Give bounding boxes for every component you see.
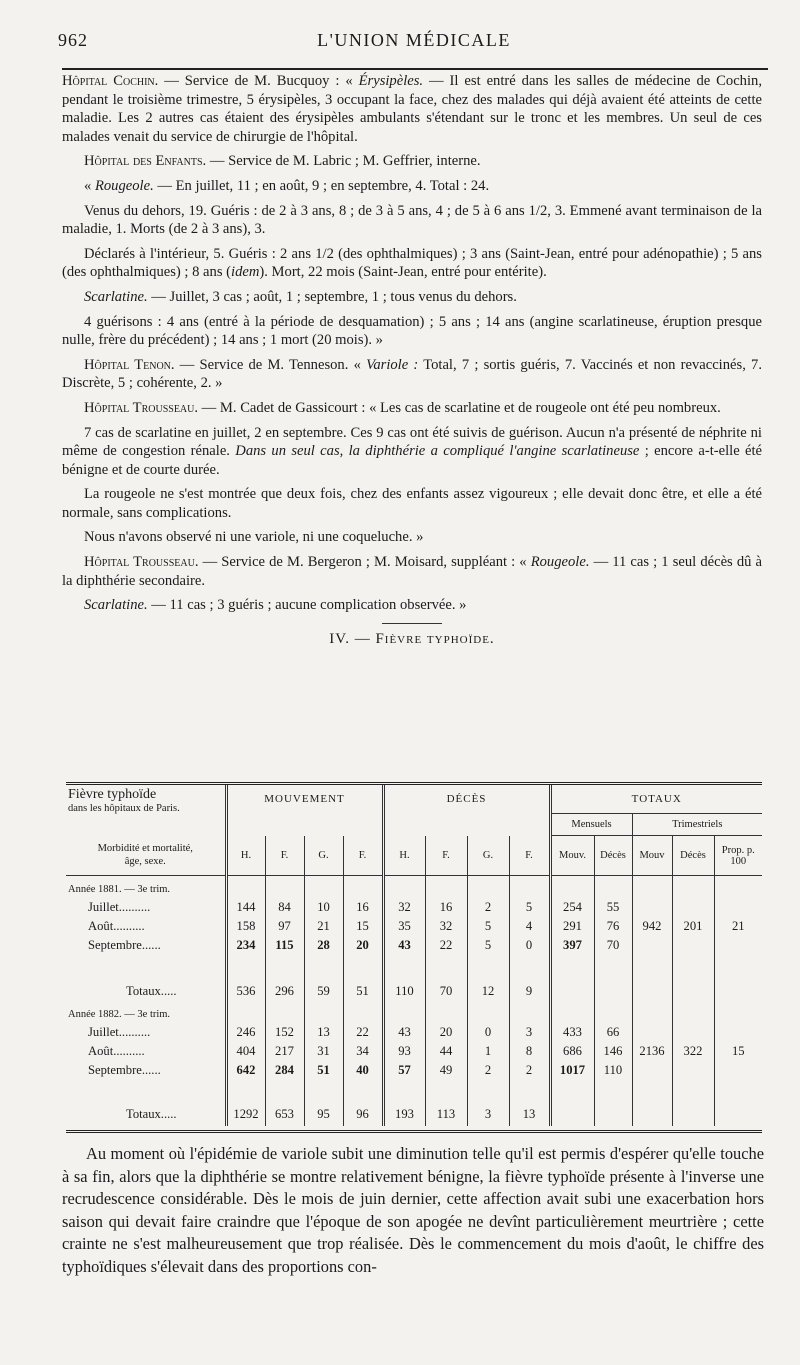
table-cell: 84 <box>265 898 304 917</box>
section-separator <box>382 623 442 624</box>
col-header: F. <box>425 836 467 876</box>
group-mouvement: MOUVEMENT <box>226 785 383 814</box>
paragraph-rougeole: « Rougeole. — En juillet, 11 ; en août, 9 ; en septembre, 4. Total : 24. <box>84 177 490 194</box>
empty-cell <box>383 882 425 898</box>
table-cell: 28 <box>304 936 343 955</box>
col-header: F. <box>509 836 550 876</box>
table-cell: 44 <box>425 1042 467 1061</box>
table-cell: 234 <box>226 936 265 955</box>
col-header: F. <box>265 836 304 876</box>
empty-cell <box>550 1080 594 1104</box>
empty-cell <box>509 1080 550 1104</box>
table-row <box>66 936 762 955</box>
table-row <box>66 1061 762 1080</box>
spacer <box>66 1080 226 1104</box>
table-cell: 22 <box>343 1023 383 1042</box>
row-label: Juillet.......... <box>88 1024 151 1039</box>
table-cell: 397 <box>550 936 594 955</box>
table-cell: 291 <box>550 917 594 936</box>
empty-cell <box>265 1007 304 1023</box>
paragraph-declares: Déclarés à l'intérieur, 5. Guéris : 2 ans 1/2 (des ophthalmiques) ; 3 ans (Saint-Jean, entré pour adénopathie) ; 5 ans (des ophthalmiques) ; 8 ans (idem). Mort, 22 mois (Saint-Jean, entré pour entérite). <box>62 245 762 281</box>
table-cell: 4 <box>509 917 550 936</box>
empty-cell <box>672 1023 714 1042</box>
paragraph-trousseau-3: La rougeole ne s'est montrée que deux fois, chez des enfants assez vigoureux ; elle devait donc être, et elle a été normale, sans complications. <box>62 486 762 521</box>
table-cell: 70 <box>594 936 632 955</box>
empty-cell <box>714 1007 762 1023</box>
col-header: G. <box>304 836 343 876</box>
empty-cell <box>672 882 714 898</box>
table-cell: 5 <box>467 936 509 955</box>
paragraph-trousseau-scarlatine: Scarlatine. — 11 cas ; 3 guéris ; aucune complication observée. » <box>84 597 467 614</box>
empty-cell <box>594 882 632 898</box>
row-label: Août.......... <box>88 1043 145 1058</box>
table-cell: 8 <box>509 1042 550 1061</box>
empty-cell <box>467 1007 509 1023</box>
paragraph-trousseau-2: 7 cas de scarlatine en juillet, 2 en septembre. Ces 9 cas ont été suivis de guérison. Aucun n'a présenté de néphrite ni même de congestion rénale. Dans un seul cas, la diphthérie a compliqué l'angine scarlatineuse ; encore a-t-elle été bénigne et de courte durée. <box>62 424 763 478</box>
table-cell: 5 <box>509 898 550 917</box>
col-header: F. <box>343 836 383 876</box>
col-header: G. <box>467 836 509 876</box>
journal-title: L'UNION MÉDICALE <box>317 30 511 50</box>
paragraph-venus: Venus du dehors, 19. Guéris : de 2 à 3 ans, 8 ; de 3 à 5 ans, 4 ; de 5 à 6 ans 1/2, 3. Emmené avant terminaison de la maladie, 1. Morts (de 2 à 3 ans), 3. <box>62 202 762 238</box>
total-cell: 13 <box>509 1104 550 1126</box>
page-header <box>58 30 770 62</box>
trimestre-cell: 942 <box>632 917 672 936</box>
table-cell: 404 <box>226 1042 265 1061</box>
empty-cell <box>550 955 594 981</box>
empty-cell <box>632 1023 672 1042</box>
empty-cell <box>632 1104 672 1126</box>
total-cell: 59 <box>304 981 343 1003</box>
empty-cell <box>343 882 383 898</box>
empty-cell <box>383 1080 425 1104</box>
empty-cell <box>509 955 550 981</box>
empty-cell <box>594 1007 632 1023</box>
table-caption: Fièvre typhoïde dans les hôpitaux de Paris. <box>68 787 180 814</box>
table-cell: 93 <box>383 1042 425 1061</box>
empty-cell <box>714 981 762 1003</box>
empty-cell <box>467 955 509 981</box>
year-label: Année 1882. — 3e trim. <box>68 1009 171 1020</box>
table-cell: 158 <box>226 917 265 936</box>
table-cell: 254 <box>550 898 594 917</box>
table-body <box>66 876 762 1126</box>
empty-cell <box>383 1007 425 1023</box>
empty-cell <box>632 955 672 981</box>
empty-cell <box>425 1080 467 1104</box>
total-row <box>66 981 762 1003</box>
table-row <box>66 1023 762 1042</box>
total-cell: 12 <box>467 981 509 1003</box>
table-cell: 0 <box>467 1023 509 1042</box>
table-cell: 76 <box>594 917 632 936</box>
table-cell: 32 <box>383 898 425 917</box>
row-label: Juillet.......... <box>88 899 151 914</box>
empty-cell <box>265 1080 304 1104</box>
paragraph-enfants: Hôpital des Enfants. — Service de M. Labric ; M. Geffrier, interne. <box>84 153 481 170</box>
row-label: Septembre...... <box>88 937 161 952</box>
total-cell: 110 <box>383 981 425 1003</box>
total-cell: 653 <box>265 1104 304 1126</box>
empty-cell <box>594 981 632 1003</box>
page-number: 962 <box>58 30 88 50</box>
table-cell: 642 <box>226 1061 265 1080</box>
subgroup-mensuels: Mensuels <box>550 814 632 836</box>
table-cell: 57 <box>383 1061 425 1080</box>
table-cell: 22 <box>425 936 467 955</box>
table-cell: 97 <box>265 917 304 936</box>
table-cell: 16 <box>425 898 467 917</box>
article-body <box>62 72 762 658</box>
col-header: Décès <box>594 836 632 876</box>
table-cell: 144 <box>226 898 265 917</box>
empty-cell <box>714 1080 762 1104</box>
empty-cell <box>550 1104 594 1126</box>
empty-cell <box>550 981 594 1003</box>
empty-cell <box>265 882 304 898</box>
empty-cell <box>509 882 550 898</box>
table-row <box>66 1042 762 1061</box>
table-row <box>66 898 762 917</box>
empty-cell <box>632 1061 672 1080</box>
empty-cell <box>672 936 714 955</box>
table-cell: 13 <box>304 1023 343 1042</box>
table-cell: 217 <box>265 1042 304 1061</box>
empty-cell <box>343 1080 383 1104</box>
table-cell: 35 <box>383 917 425 936</box>
table-cell: 2 <box>509 1061 550 1080</box>
empty-cell <box>467 1080 509 1104</box>
table-cell: 49 <box>425 1061 467 1080</box>
header-rule <box>62 68 768 70</box>
total-cell: 9 <box>509 981 550 1003</box>
paragraph-cochin: Hôpital Cochin. — Service de M. Bucquoy : « Érysipèles. — Il est entré dans les salles de médecine de Cochin, pendant le troisième trimestre, 5 érysipèles, 3 occupant la face, chez des malades qui déjà avaient été atteints de cette maladie. Les 2 autres cas étaient des érysipèles ambulants s'étendant sur le tronc et les membres. Un seul de ces malades venait du service de chirurgie de l'hôpital. <box>62 73 762 145</box>
table-cell: 0 <box>509 936 550 955</box>
total-label: Totaux..... <box>126 1107 177 1121</box>
empty-cell <box>265 955 304 981</box>
empty-cell <box>226 1080 265 1104</box>
year-label: Année 1881. — 3e trim. <box>68 884 171 895</box>
table-cell: 1 <box>467 1042 509 1061</box>
trimestre-cell: 2136 <box>632 1042 672 1061</box>
table-cell: 1017 <box>550 1061 594 1080</box>
row-label: Août.......... <box>88 918 145 933</box>
total-cell: 536 <box>226 981 265 1003</box>
empty-cell <box>550 1007 594 1023</box>
paragraph-scarlatine: Scarlatine. — Juillet, 3 cas ; août, 1 ; septembre, 1 ; tous venus du dehors. <box>84 288 517 305</box>
total-cell: 296 <box>265 981 304 1003</box>
total-cell: 1292 <box>226 1104 265 1126</box>
empty-cell <box>714 1061 762 1080</box>
col-header: Prop. p. 100 <box>714 836 762 876</box>
table-cell: 5 <box>467 917 509 936</box>
typhoid-table <box>66 782 762 1133</box>
empty-cell <box>714 898 762 917</box>
section-title: IV. — Fièvre typhoïde. <box>329 630 495 647</box>
table-cell: 21 <box>304 917 343 936</box>
empty-cell <box>304 955 343 981</box>
total-row <box>66 1104 762 1126</box>
col-header: Décès <box>672 836 714 876</box>
trimestre-cell: 21 <box>714 917 762 936</box>
paragraph-trousseau-1: Hôpital Trousseau. — M. Cadet de Gassicourt : « Les cas de scarlatine et de rougeole ont été peu nombreux. <box>84 399 721 416</box>
table-cell: 10 <box>304 898 343 917</box>
group-totaux: TOTAUX <box>550 785 762 814</box>
trimestre-cell: 15 <box>714 1042 762 1061</box>
subgroup-trimestriels: Trimestriels <box>632 814 762 836</box>
paragraph-trousseau-4: Nous n'avons observé ni une variole, ni une coqueluche. » <box>84 529 424 546</box>
closing-paragraph: Au moment où l'épidémie de variole subit une diminution telle qu'il est permis d'espérer qu'elle touche à sa fin, alors que la diphthérie se montre relativement bénigne, la fièvre typhoïde présente à l'inverse une recrudescence considérable. Dès le mois de juin dernier, cette affection avait subi une exacerbation hors saison qui devait faire craindre que l'époque de son apogée ne devînt particulièrement meurtrière ; cette crainte ne s'est malheureusement que trop réalisée. Dès le commencement du mois d'août, le chiffre des typhoïdiques s'élevait dans des proportions con- <box>62 1144 764 1276</box>
empty-cell <box>672 1007 714 1023</box>
table-cell: 34 <box>343 1042 383 1061</box>
row-label: Septembre...... <box>88 1062 161 1077</box>
empty-cell <box>343 955 383 981</box>
table-cell: 115 <box>265 936 304 955</box>
empty-cell <box>632 981 672 1003</box>
table-cell: 51 <box>304 1061 343 1080</box>
col-header: H. <box>383 836 425 876</box>
empty-cell <box>632 882 672 898</box>
empty-cell <box>343 1007 383 1023</box>
empty-cell <box>304 1007 343 1023</box>
empty-cell <box>425 882 467 898</box>
table-cell: 32 <box>425 917 467 936</box>
group-deces: DÉCÈS <box>383 785 550 814</box>
table-cell: 40 <box>343 1061 383 1080</box>
table-cell: 20 <box>425 1023 467 1042</box>
col-header: H. <box>226 836 265 876</box>
total-cell: 95 <box>304 1104 343 1126</box>
empty-cell <box>632 936 672 955</box>
empty-cell <box>714 955 762 981</box>
empty-cell <box>672 955 714 981</box>
total-cell: 51 <box>343 981 383 1003</box>
empty-cell <box>594 1104 632 1126</box>
empty-cell <box>672 1104 714 1126</box>
empty-cell <box>509 1007 550 1023</box>
empty-cell <box>714 1104 762 1126</box>
table-cell: 31 <box>304 1042 343 1061</box>
empty-cell <box>672 981 714 1003</box>
col-header: Mouv. <box>550 836 594 876</box>
total-cell: 193 <box>383 1104 425 1126</box>
table-cell: 66 <box>594 1023 632 1042</box>
empty-cell <box>383 955 425 981</box>
empty-cell <box>632 898 672 917</box>
table-cell: 16 <box>343 898 383 917</box>
empty-cell <box>304 1080 343 1104</box>
table-cell: 43 <box>383 936 425 955</box>
col-header: Mouv <box>632 836 672 876</box>
empty-cell <box>672 898 714 917</box>
empty-cell <box>714 1023 762 1042</box>
empty-cell <box>226 955 265 981</box>
empty-cell <box>594 1080 632 1104</box>
table-cell: 3 <box>509 1023 550 1042</box>
empty-cell <box>226 882 265 898</box>
empty-cell <box>467 882 509 898</box>
table-cell: 284 <box>265 1061 304 1080</box>
table-row <box>66 917 762 936</box>
empty-cell <box>304 882 343 898</box>
total-label: Totaux..... <box>126 984 177 998</box>
table-cell: 2 <box>467 1061 509 1080</box>
total-cell: 96 <box>343 1104 383 1126</box>
empty-cell <box>425 955 467 981</box>
paragraph-tenon: Hôpital Tenon. — Service de M. Tenneson. « Variole : Total, 7 ; sortis guéris, 7. Vaccinés et non revaccinés, 7. Discrète, 5 ; cohérente, 2. » <box>62 356 762 392</box>
table-cell: 15 <box>343 917 383 936</box>
empty-cell <box>714 936 762 955</box>
total-cell: 113 <box>425 1104 467 1126</box>
empty-cell <box>632 1080 672 1104</box>
table-cell: 246 <box>226 1023 265 1042</box>
empty-cell <box>226 1007 265 1023</box>
empty-cell <box>632 1007 672 1023</box>
table-cell: 55 <box>594 898 632 917</box>
table-cell: 20 <box>343 936 383 955</box>
empty-cell <box>425 1007 467 1023</box>
table-cell: 433 <box>550 1023 594 1042</box>
trimestre-cell: 322 <box>672 1042 714 1061</box>
row-header-label: Morbidité et mortalité, âge, sexe. <box>97 843 193 868</box>
empty-cell <box>672 1080 714 1104</box>
paragraph-trousseau-bergeron: Hôpital Trousseau. — Service de M. Bergeron ; M. Moisard, suppléant : « Rougeole. — 11 cas ; 1 seul décès dû à la diphthérie secondaire. <box>62 554 762 589</box>
table-cell: 686 <box>550 1042 594 1061</box>
total-cell: 3 <box>467 1104 509 1126</box>
empty-cell <box>594 955 632 981</box>
paragraph-guerisons: 4 guérisons : 4 ans (entré à la période de desquamation) ; 5 ans ; 14 ans (angine scarlatineuse, éruption presque nulle, frère du précédent) ; 14 ans ; 1 mort (20 mois). » <box>62 313 762 349</box>
table-cell: 146 <box>594 1042 632 1061</box>
total-cell: 70 <box>425 981 467 1003</box>
table-cell: 2 <box>467 898 509 917</box>
spacer <box>66 955 226 981</box>
table-cell: 110 <box>594 1061 632 1080</box>
empty-cell <box>550 882 594 898</box>
trimestre-cell: 201 <box>672 917 714 936</box>
table-cell: 43 <box>383 1023 425 1042</box>
empty-cell <box>714 882 762 898</box>
empty-cell <box>672 1061 714 1080</box>
table-cell: 152 <box>265 1023 304 1042</box>
